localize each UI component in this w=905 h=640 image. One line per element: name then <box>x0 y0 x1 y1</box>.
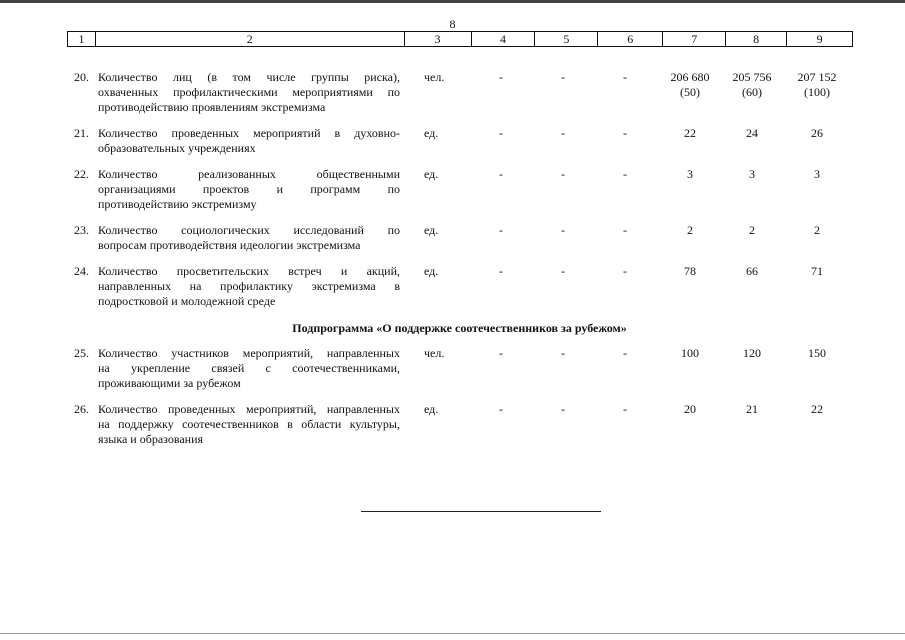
description-line: противодействию экстремизму <box>98 197 257 211</box>
value-col-8-main: 205 756 <box>732 70 772 84</box>
value-col-4: - <box>499 126 503 140</box>
description-line: Количество просветительских встреч и акций, <box>98 264 400 278</box>
description-line: на укрепление связей с соотечественниками, <box>98 361 400 375</box>
value-col-7: 3 <box>687 167 693 181</box>
value-col-7: 100 <box>681 346 699 360</box>
value-col-7-note: (50) <box>680 85 700 99</box>
value-col-7: 22 <box>684 126 696 140</box>
value-col-6: - <box>623 126 627 140</box>
description-line: Количество проведенных мероприятий в духовно- <box>98 126 400 140</box>
header-col-9: 9 <box>787 32 853 46</box>
row-unit: ед. <box>424 223 439 237</box>
row-description <box>98 346 400 391</box>
header-col-7: 7 <box>663 32 726 46</box>
value-col-5: - <box>561 223 565 237</box>
description-line: подростковой и молодежной среде <box>98 294 276 308</box>
row-number: 20. <box>74 70 89 84</box>
value-col-4: - <box>499 167 503 181</box>
header-col-2: 2 <box>96 32 405 46</box>
description-line: вопросам противодействия идеологии экстремизма <box>98 238 361 252</box>
row-unit: ед. <box>424 402 439 416</box>
row-description <box>98 126 400 156</box>
value-col-4: - <box>499 346 503 360</box>
subprogram-heading: Подпрограмма «О поддержке соотечественников за рубежом» <box>292 321 627 335</box>
description-line: направленных на профилактику экстремизма в <box>98 279 400 293</box>
table-header <box>67 31 853 47</box>
value-col-5: - <box>561 70 565 84</box>
value-col-5: - <box>561 126 565 140</box>
header-col-1: 1 <box>68 32 96 46</box>
value-col-9: 71 <box>811 264 823 278</box>
row-unit: ед. <box>424 264 439 278</box>
description-line: Количество реализованных общественными <box>98 167 400 181</box>
value-col-8-note: (60) <box>742 85 762 99</box>
value-col-8: 2 <box>749 223 755 237</box>
description-line: проживающими за рубежом <box>98 376 241 390</box>
value-col-4: - <box>499 402 503 416</box>
value-col-8: 120 <box>743 346 761 360</box>
row-description <box>98 402 400 447</box>
value-col-5: - <box>561 167 565 181</box>
row-description <box>98 264 400 309</box>
header-col-5: 5 <box>535 32 598 46</box>
value-col-6: - <box>623 346 627 360</box>
row-number: 22. <box>74 167 89 181</box>
value-col-8 <box>726 70 778 100</box>
scan-bottom-edge <box>0 633 905 634</box>
value-col-7 <box>664 70 716 100</box>
header-col-8: 8 <box>726 32 787 46</box>
value-col-5: - <box>561 346 565 360</box>
value-col-9 <box>791 70 843 100</box>
value-col-9: 3 <box>814 167 820 181</box>
description-line: Количество участников мероприятий, направленных <box>98 346 400 360</box>
value-col-5: - <box>561 264 565 278</box>
description-line: охваченных профилактическими мероприятиями по <box>98 85 400 99</box>
description-line: языка и образования <box>98 432 204 446</box>
value-col-7: 2 <box>687 223 693 237</box>
value-col-5: - <box>561 402 565 416</box>
description-line: Количество проведенных мероприятий, направленных <box>98 402 400 416</box>
value-col-8: 66 <box>746 264 758 278</box>
value-col-8: 24 <box>746 126 758 140</box>
value-col-4: - <box>499 264 503 278</box>
description-line: организациями проектов и программ по <box>98 182 400 196</box>
value-col-6: - <box>623 402 627 416</box>
value-col-9: 2 <box>814 223 820 237</box>
value-col-8: 3 <box>749 167 755 181</box>
value-col-6: - <box>623 70 627 84</box>
value-col-9-note: (100) <box>804 85 830 99</box>
header-col-3: 3 <box>405 32 472 46</box>
header-col-6: 6 <box>598 32 663 46</box>
row-description <box>98 167 400 212</box>
value-col-4: - <box>499 223 503 237</box>
row-number: 24. <box>74 264 89 278</box>
page-number: 8 <box>449 17 456 31</box>
value-col-8: 21 <box>746 402 758 416</box>
row-number: 23. <box>74 223 89 237</box>
description-line: образовательных учреждениях <box>98 141 256 155</box>
value-col-6: - <box>623 264 627 278</box>
row-number: 25. <box>74 346 89 360</box>
value-col-9: 150 <box>808 346 826 360</box>
value-col-9-main: 207 152 <box>797 70 837 84</box>
row-unit: ед. <box>424 167 439 181</box>
description-line: Количество социологических исследований по <box>98 223 400 237</box>
row-unit: чел. <box>424 346 445 360</box>
value-col-9: 26 <box>811 126 823 140</box>
description-line: противодействию проявлениям экстремизма <box>98 100 326 114</box>
description-line: Количество лиц (в том числе группы риска), <box>98 70 400 84</box>
value-col-4: - <box>499 70 503 84</box>
row-description <box>98 223 400 253</box>
value-col-7: 78 <box>684 264 696 278</box>
description-line: на поддержку соотечественников в области культуры, <box>98 417 400 431</box>
row-unit: ед. <box>424 126 439 140</box>
value-col-7: 20 <box>684 402 696 416</box>
value-col-9: 22 <box>811 402 823 416</box>
row-unit: чел. <box>424 70 445 84</box>
value-col-6: - <box>623 167 627 181</box>
row-number: 21. <box>74 126 89 140</box>
value-col-6: - <box>623 223 627 237</box>
row-description <box>98 70 400 115</box>
value-col-7-main: 206 680 <box>670 70 710 84</box>
top-scan-rule <box>0 0 905 3</box>
header-col-4: 4 <box>472 32 536 46</box>
closing-rule <box>361 511 601 512</box>
row-number: 26. <box>74 402 89 416</box>
